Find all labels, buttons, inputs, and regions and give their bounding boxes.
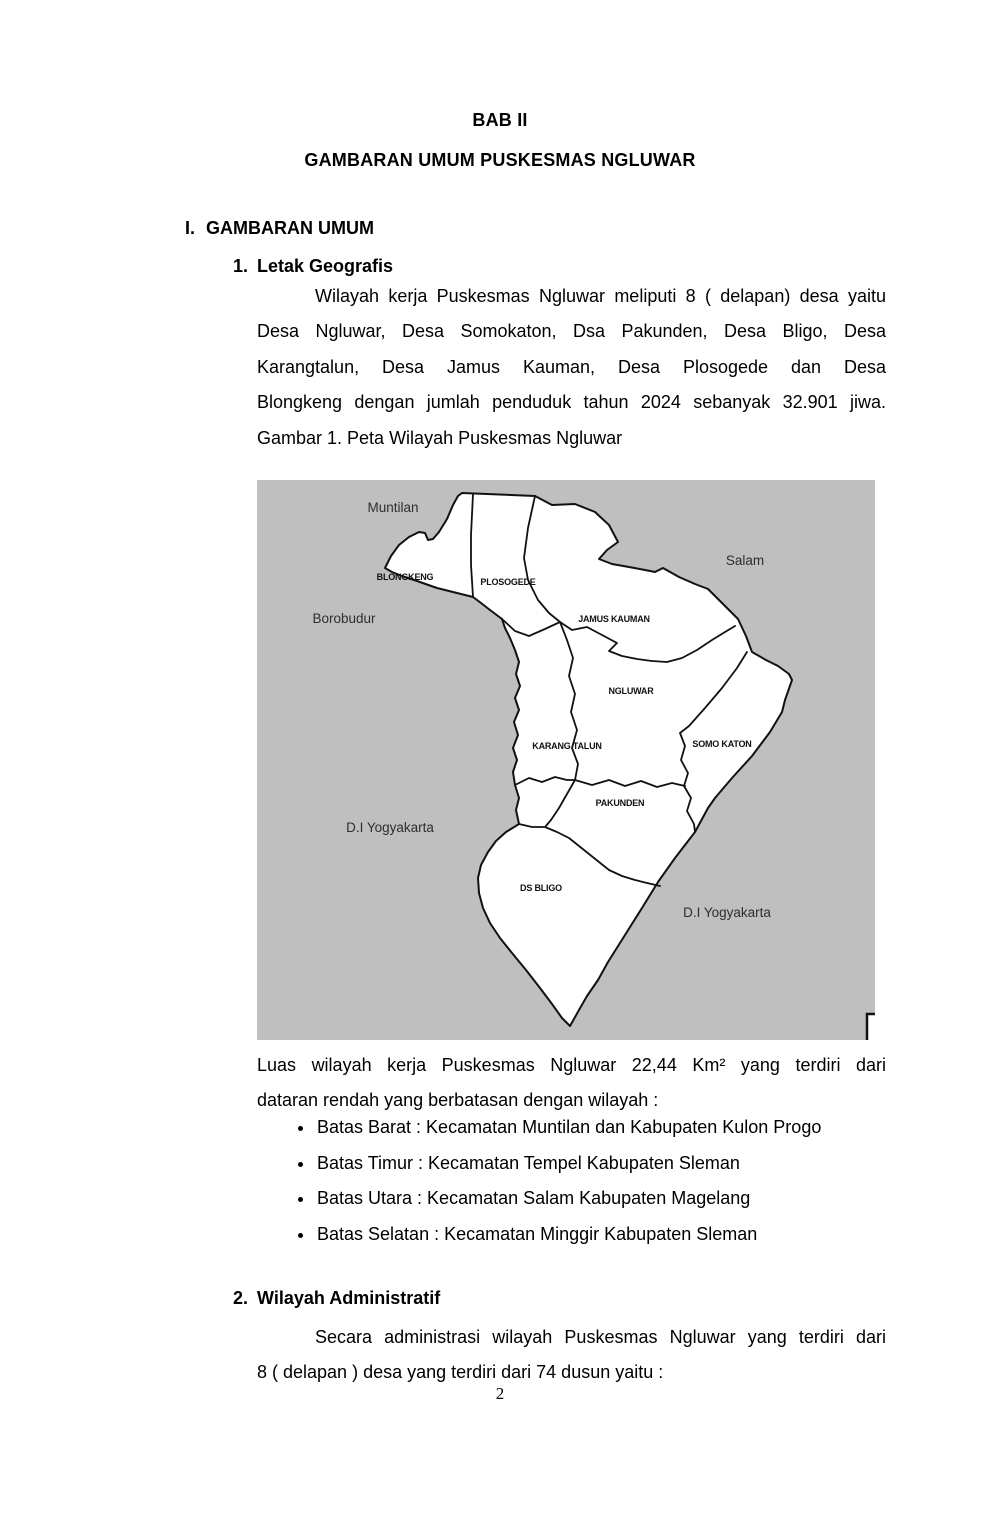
border-list bbox=[257, 1110, 935, 1252]
administrative-paragraph bbox=[257, 1320, 886, 1391]
map-label-somo-katon: SOMO KATON bbox=[692, 739, 752, 749]
section-title: GAMBARAN UMUM bbox=[206, 218, 374, 238]
paragraph-line: Luas wilayah kerja Puskesmas Ngluwar 22,44 Km² yang terdiri dari bbox=[257, 1055, 886, 1075]
paragraph-line: Karangtalun, Desa Jamus Kauman, Desa Plosogede dan Desa bbox=[257, 356, 886, 377]
map-outside-label-yogyakarta-east: D.I Yogyakarta bbox=[683, 905, 771, 920]
map-outside-label-yogyakarta-west: D.I Yogyakarta bbox=[346, 820, 434, 835]
map-label-plosogede: PLOSOGEDE bbox=[480, 577, 536, 587]
subsection-2-number: 2. bbox=[233, 1288, 249, 1308]
map-svg bbox=[257, 480, 875, 1040]
page-number: 2 bbox=[495, 1384, 505, 1403]
map-label-ngluwar: NGLUWAR bbox=[608, 686, 654, 696]
chapter-number-heading: BAB II bbox=[472, 110, 528, 130]
subsection-2-title: Wilayah Administratif bbox=[257, 1288, 441, 1308]
geography-paragraph bbox=[257, 279, 886, 456]
map-label-karang-talun: KARANG TALUN bbox=[532, 741, 602, 751]
paragraph-line: dataran rendah yang berbatasan dengan wilayah : bbox=[257, 1090, 659, 1111]
section-number: I. bbox=[185, 218, 196, 238]
map-label-ds-bligo: DS BLIGO bbox=[520, 883, 562, 893]
map-outside-label-muntilan: Muntilan bbox=[367, 500, 419, 515]
list-item: • Batas Timur : Kecamatan Tempel Kabupaten Sleman bbox=[315, 1146, 935, 1182]
subsection-1-number: 1. bbox=[233, 256, 249, 276]
map-label-pakunden: PAKUNDEN bbox=[595, 798, 645, 808]
map-outside-label-borobudur: Borobudur bbox=[312, 611, 376, 626]
section-heading bbox=[185, 218, 374, 239]
area-paragraph bbox=[257, 1048, 886, 1119]
paragraph-line: Wilayah kerja Puskesmas Ngluwar meliputi 8 ( delapan) desa yaitu bbox=[315, 286, 886, 306]
paragraph-line: Desa Ngluwar, Desa Somokaton, Dsa Pakunden, Desa Bligo, Desa bbox=[257, 321, 886, 342]
paragraph-line: 8 ( delapan ) desa yang terdiri dari 74 dusun yaitu : bbox=[257, 1362, 664, 1383]
figure-caption: Gambar 1. Peta Wilayah Puskesmas Ngluwar bbox=[257, 427, 623, 448]
map-label-blongkeng: BLONGKENG bbox=[376, 572, 434, 582]
list-item: • Batas Utara : Kecamatan Salam Kabupaten Magelang bbox=[315, 1181, 935, 1217]
list-item: • Batas Barat : Kecamatan Muntilan dan Kabupaten Kulon Progo bbox=[315, 1110, 935, 1146]
list-item: • Batas Selatan : Kecamatan Minggir Kabupaten Sleman bbox=[315, 1217, 935, 1253]
chapter-title-heading: GAMBARAN UMUM PUSKESMAS NGLUWAR bbox=[304, 150, 696, 170]
subsection-1-heading bbox=[233, 256, 393, 277]
map-outside-label-salam: Salam bbox=[725, 553, 765, 568]
map-figure bbox=[257, 480, 875, 1040]
map-label-jamus-kauman: JAMUS KAUMAN bbox=[578, 614, 650, 624]
paragraph-line: Secara administrasi wilayah Puskesmas Ngluwar yang terdiri dari bbox=[315, 1327, 886, 1347]
paragraph-line: Blongkeng dengan jumlah penduduk tahun 2024 sebanyak 32.901 jiwa. bbox=[257, 392, 886, 413]
map-land-area bbox=[385, 493, 792, 1026]
subsection-1-title: Letak Geografis bbox=[257, 256, 394, 276]
subsection-2-heading bbox=[233, 1288, 440, 1309]
